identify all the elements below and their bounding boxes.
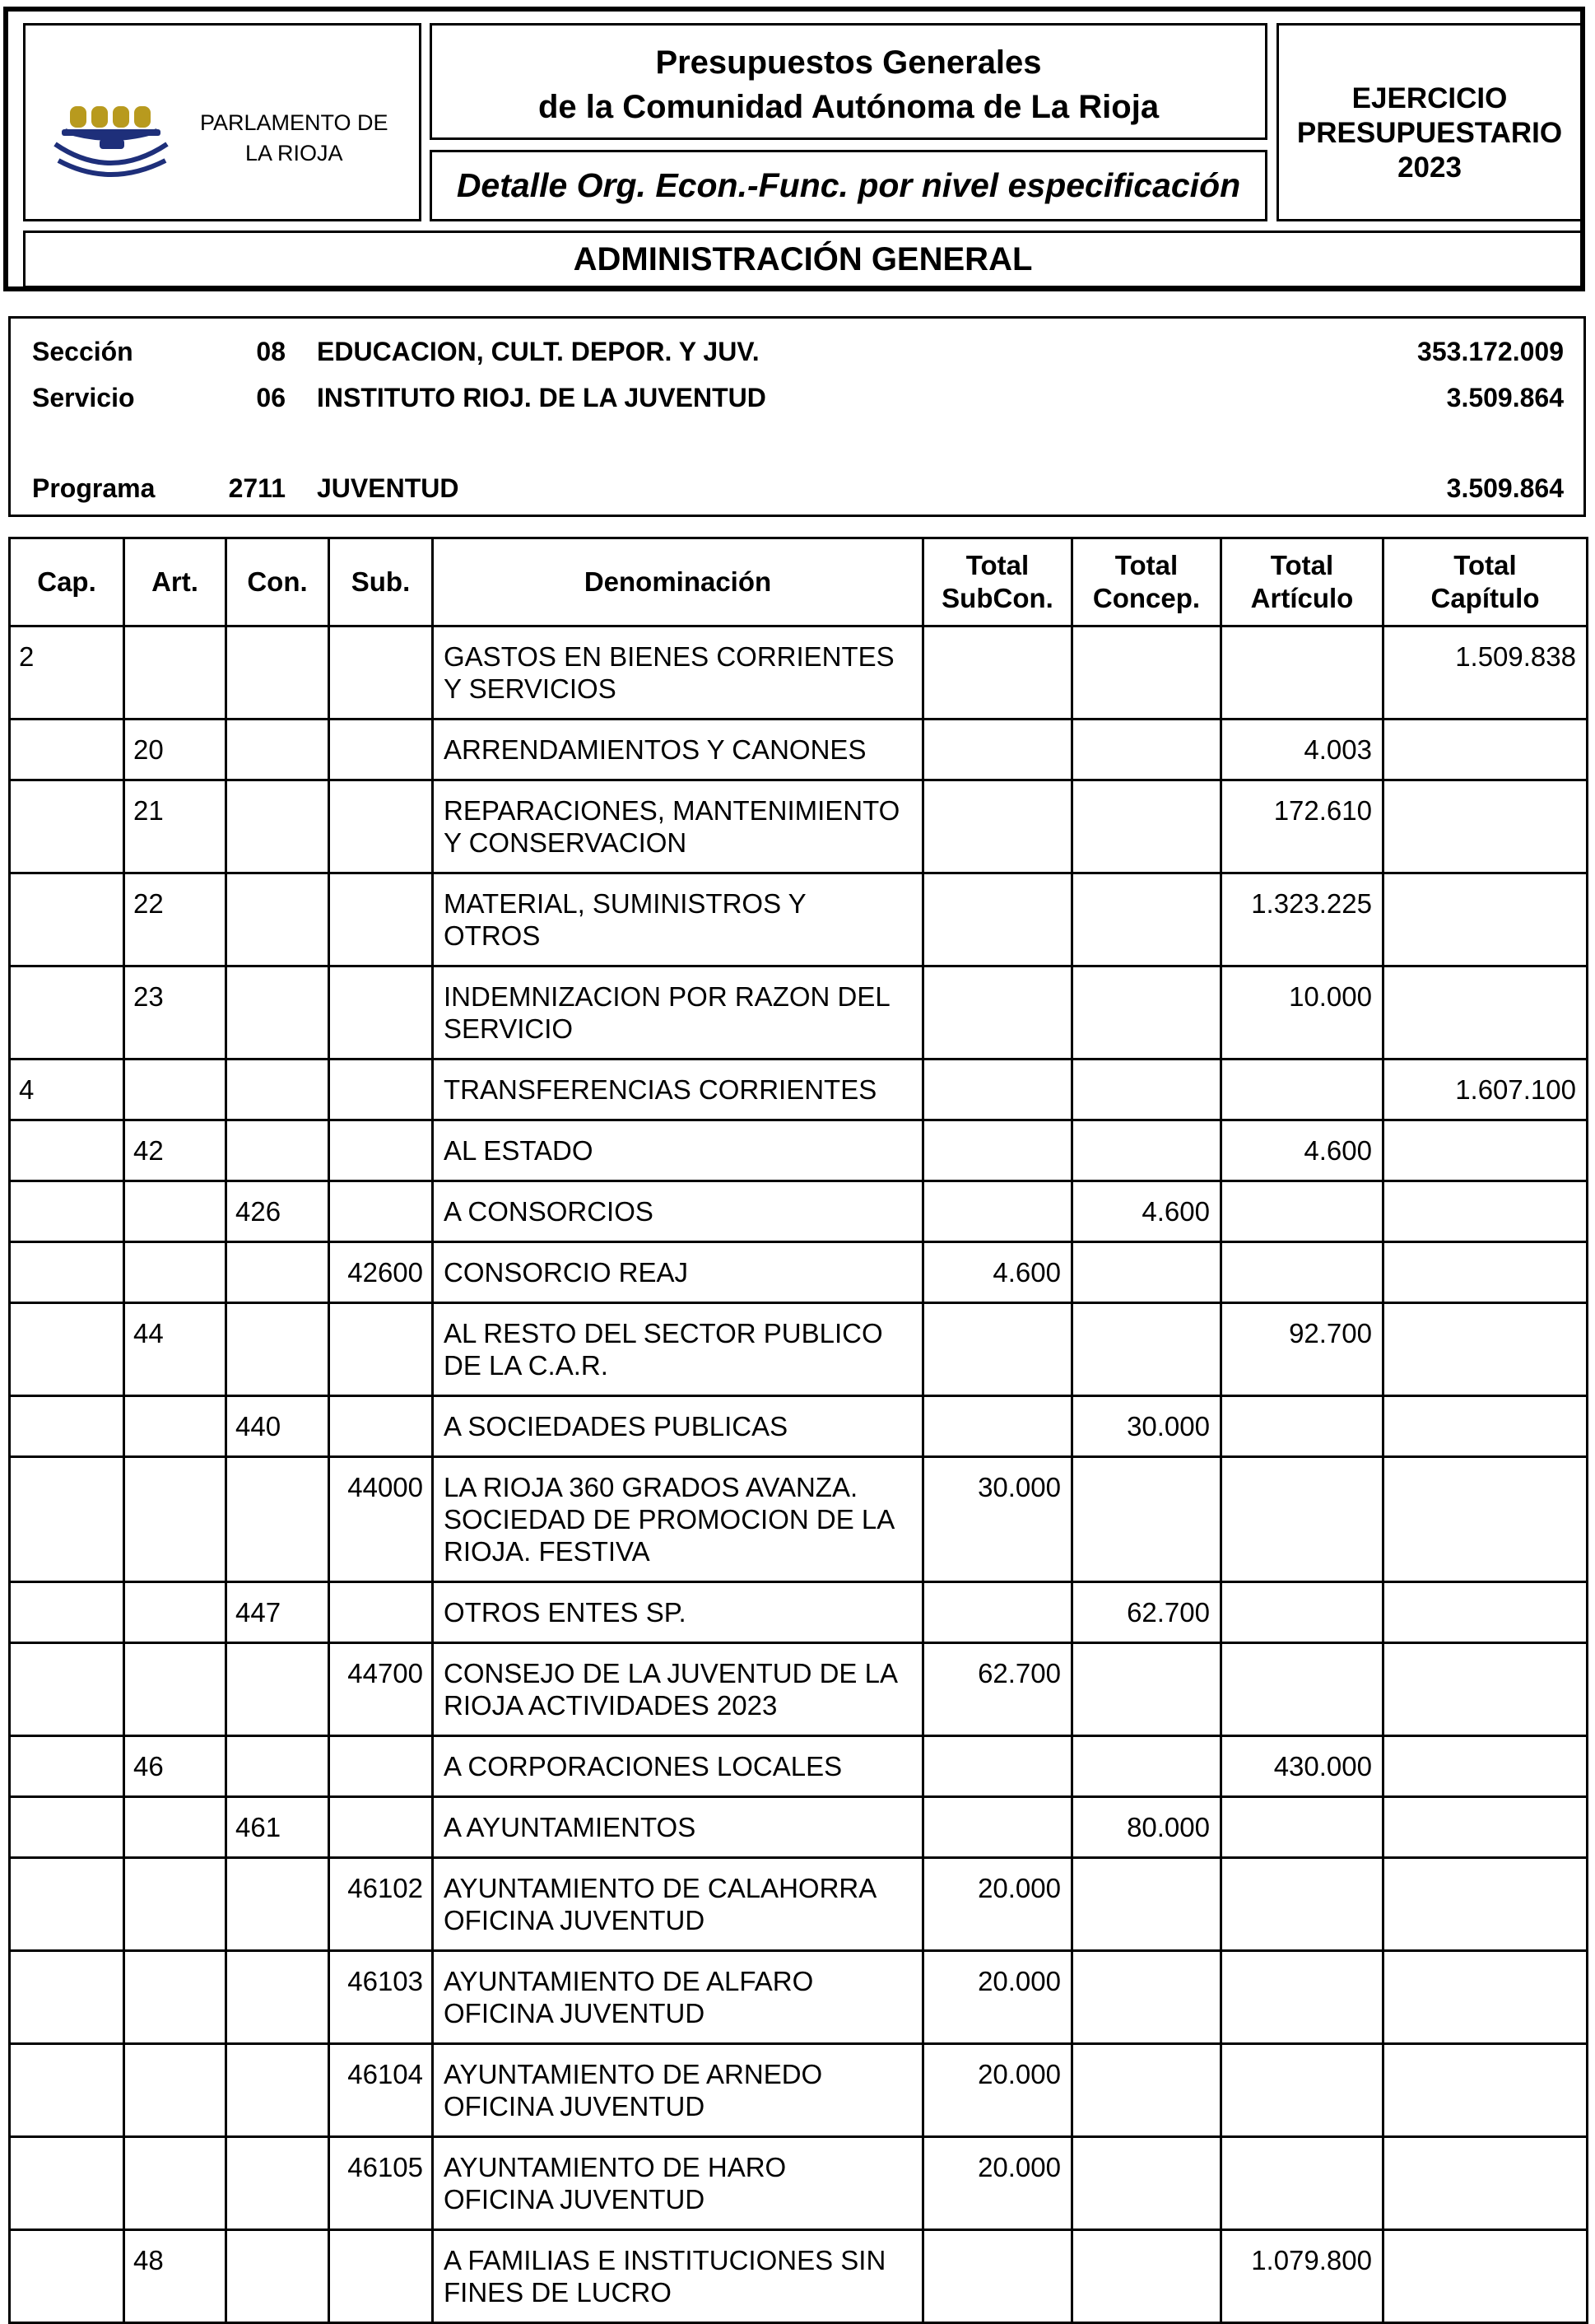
cell-con	[226, 1303, 329, 1396]
table-row	[10, 1858, 1588, 1951]
cell-con	[226, 1736, 329, 1797]
cell-total-capitulo	[1383, 2230, 1588, 2323]
denominacion-line: AYUNTAMIENTO DE CALAHORRA	[444, 1873, 877, 1903]
programa-name: JUVENTUD	[317, 473, 459, 503]
servicio-label: Servicio	[32, 383, 135, 412]
cell-total-articulo: 430.000	[1221, 1736, 1383, 1797]
cell-denominacion	[433, 1181, 923, 1242]
cell-total-capitulo	[1383, 780, 1588, 873]
cell-sub: 46105	[329, 2137, 433, 2230]
cell-art	[124, 1060, 226, 1120]
cell-art: 44	[124, 1303, 226, 1396]
cell-total-concep	[1072, 1303, 1221, 1396]
cell-total-articulo	[1221, 1643, 1383, 1736]
cell-denominacion	[433, 1396, 923, 1457]
cell-total-subcon	[923, 1797, 1072, 1858]
cell-sub	[329, 1582, 433, 1643]
cell-art	[124, 1643, 226, 1736]
cell-con	[226, 1060, 329, 1120]
cell-sub: 46102	[329, 1858, 433, 1951]
cell-denominacion	[433, 1120, 923, 1181]
col-header-total-capitulo-l2: Capítulo	[1430, 583, 1540, 613]
denominacion-line: DE LA C.A.R.	[444, 1350, 608, 1381]
cell-art: 21	[124, 780, 226, 873]
cell-total-subcon	[923, 720, 1072, 780]
cell-cap	[10, 1643, 124, 1736]
table-row	[10, 966, 1588, 1060]
cell-con	[226, 780, 329, 873]
cell-art	[124, 2044, 226, 2137]
budget-title-line2: de la Comunidad Autónoma de La Rioja	[537, 89, 1160, 125]
cell-cap	[10, 2044, 124, 2137]
cell-total-capitulo	[1383, 1396, 1588, 1457]
cell-cap	[10, 720, 124, 780]
cell-cap	[10, 1457, 124, 1582]
cell-total-articulo	[1221, 2044, 1383, 2137]
administration-box	[23, 231, 1583, 288]
cell-sub	[329, 873, 433, 966]
cell-total-concep	[1072, 1242, 1221, 1303]
cell-total-capitulo	[1383, 2137, 1588, 2230]
cell-sub	[329, 2230, 433, 2323]
denominacion-line: CONSORCIO REAJ	[444, 1257, 689, 1288]
table-row	[10, 2044, 1588, 2137]
table-body	[10, 626, 1588, 2323]
col-header-art: Art.	[124, 538, 226, 626]
cell-art: 46	[124, 1736, 226, 1797]
budget-title-box	[430, 23, 1267, 140]
cell-total-concep	[1072, 1060, 1221, 1120]
cell-total-articulo: 172.610	[1221, 780, 1383, 873]
denominacion-line: RIOJA. FESTIVA	[444, 1536, 650, 1567]
col-header-total-capitulo	[1383, 538, 1588, 626]
cell-cap	[10, 1582, 124, 1643]
cell-denominacion	[433, 873, 923, 966]
table-row	[10, 1060, 1588, 1120]
denominacion-line: FINES DE LUCRO	[444, 2277, 672, 2308]
cell-total-concep	[1072, 1120, 1221, 1181]
denominacion-line: A SOCIEDADES PUBLICAS	[444, 1411, 788, 1441]
cell-sub	[329, 720, 433, 780]
cell-total-concep	[1072, 1457, 1221, 1582]
col-header-total-concep-l2: Concep.	[1092, 583, 1201, 613]
cell-total-subcon: 20.000	[923, 2137, 1072, 2230]
denominacion-line: OTROS	[444, 920, 541, 951]
cell-sub	[329, 966, 433, 1060]
cell-total-concep	[1072, 1736, 1221, 1797]
table-row	[10, 780, 1588, 873]
cell-con	[226, 626, 329, 720]
cell-denominacion	[433, 1457, 923, 1582]
cell-total-capitulo	[1383, 873, 1588, 966]
cell-art	[124, 1951, 226, 2044]
cell-total-capitulo	[1383, 1736, 1588, 1797]
cell-total-subcon	[923, 1303, 1072, 1396]
cell-con	[226, 1457, 329, 1582]
denominacion-line: OFICINA JUVENTUD	[444, 1998, 705, 2028]
cell-total-subcon	[923, 1120, 1072, 1181]
fiscal-year-line2: PRESUPUESTARIO	[1296, 117, 1563, 149]
table-row	[10, 1582, 1588, 1643]
cell-art	[124, 626, 226, 720]
table-row	[10, 1951, 1588, 2044]
cell-total-concep	[1072, 2044, 1221, 2137]
cell-denominacion	[433, 2044, 923, 2137]
col-header-total-articulo-l1: Total	[1270, 550, 1334, 580]
cell-sub	[329, 1396, 433, 1457]
cell-total-articulo	[1221, 626, 1383, 720]
cell-art: 20	[124, 720, 226, 780]
cell-con	[226, 1242, 329, 1303]
seccion-amount: 353.172.009	[1417, 337, 1564, 366]
cell-cap: 2	[10, 626, 124, 720]
cell-total-capitulo	[1383, 1303, 1588, 1396]
cell-sub	[329, 780, 433, 873]
cell-sub: 44000	[329, 1457, 433, 1582]
denominacion-line: REPARACIONES, MANTENIMIENTO	[444, 795, 900, 826]
cell-sub	[329, 1303, 433, 1396]
table-header-row	[10, 538, 1588, 626]
programa-label: Programa	[32, 473, 156, 503]
table-row	[10, 1242, 1588, 1303]
cell-total-concep: 4.600	[1072, 1181, 1221, 1242]
cell-denominacion	[433, 1951, 923, 2044]
col-header-denominacion: Denominación	[433, 538, 923, 626]
cell-con	[226, 1858, 329, 1951]
col-header-total-articulo	[1221, 538, 1383, 626]
cell-denominacion	[433, 1797, 923, 1858]
cell-cap	[10, 2137, 124, 2230]
cell-denominacion	[433, 1736, 923, 1797]
cell-con	[226, 1951, 329, 2044]
servicio-code: 06	[256, 383, 286, 412]
denominacion-line: AL RESTO DEL SECTOR PUBLICO	[444, 1318, 883, 1348]
denominacion-line: AL ESTADO	[444, 1135, 593, 1166]
cell-total-concep: 62.700	[1072, 1582, 1221, 1643]
cell-cap	[10, 1951, 124, 2044]
cell-denominacion	[433, 1582, 923, 1643]
cell-cap	[10, 780, 124, 873]
cell-cap	[10, 1242, 124, 1303]
cell-total-articulo: 10.000	[1221, 966, 1383, 1060]
cell-denominacion	[433, 1303, 923, 1396]
denominacion-line: AYUNTAMIENTO DE ARNEDO	[444, 2059, 823, 2089]
denominacion-line: OFICINA JUVENTUD	[444, 2184, 705, 2215]
cell-con	[226, 1643, 329, 1736]
cell-total-concep	[1072, 780, 1221, 873]
cell-art	[124, 1582, 226, 1643]
cell-denominacion	[433, 1242, 923, 1303]
parlamento-logo-icon	[42, 90, 186, 180]
col-header-con: Con.	[226, 538, 329, 626]
seccion-row	[11, 337, 1583, 370]
cell-total-articulo	[1221, 1060, 1383, 1120]
denominacion-line: TRANSFERENCIAS CORRIENTES	[444, 1074, 877, 1105]
cell-sub	[329, 1181, 433, 1242]
cell-sub	[329, 1060, 433, 1120]
cell-total-articulo	[1221, 1582, 1383, 1643]
cell-con: 440	[226, 1396, 329, 1457]
cell-total-capitulo	[1383, 966, 1588, 1060]
cell-total-subcon	[923, 780, 1072, 873]
denominacion-line: A AYUNTAMIENTOS	[444, 1812, 696, 1842]
cell-cap	[10, 966, 124, 1060]
col-header-sub: Sub.	[329, 538, 433, 626]
denominacion-line: MATERIAL, SUMINISTROS Y	[444, 888, 807, 919]
denominacion-line: CONSEJO DE LA JUVENTUD DE LA	[444, 1658, 898, 1688]
cell-total-concep	[1072, 966, 1221, 1060]
col-header-total-subcon	[923, 538, 1072, 626]
table-row	[10, 1736, 1588, 1797]
cell-total-subcon	[923, 1582, 1072, 1643]
denominacion-line: SERVICIO	[444, 1013, 574, 1044]
cell-con	[226, 2230, 329, 2323]
cell-cap	[10, 1396, 124, 1457]
servicio-name: INSTITUTO RIOJ. DE LA JUVENTUD	[317, 383, 766, 412]
cell-total-articulo	[1221, 1457, 1383, 1582]
cell-art	[124, 1396, 226, 1457]
administration-title: ADMINISTRACIÓN GENERAL	[573, 241, 1033, 277]
cell-con	[226, 1120, 329, 1181]
col-header-cap: Cap.	[10, 538, 124, 626]
denominacion-line: LA RIOJA 360 GRADOS AVANZA.	[444, 1472, 858, 1502]
cell-sub	[329, 626, 433, 720]
cell-total-capitulo	[1383, 1120, 1588, 1181]
fiscal-year-value: 2023	[1397, 151, 1462, 184]
cell-art: 48	[124, 2230, 226, 2323]
cell-sub: 44700	[329, 1643, 433, 1736]
denominacion-line: OFICINA JUVENTUD	[444, 2091, 705, 2121]
denominacion-line: OFICINA JUVENTUD	[444, 1905, 705, 1935]
table-row	[10, 720, 1588, 780]
cell-total-capitulo	[1383, 1457, 1588, 1582]
cell-sub: 46104	[329, 2044, 433, 2137]
cell-total-subcon	[923, 873, 1072, 966]
cell-denominacion	[433, 626, 923, 720]
cell-total-articulo: 92.700	[1221, 1303, 1383, 1396]
col-header-total-concep	[1072, 538, 1221, 626]
cell-total-articulo	[1221, 1858, 1383, 1951]
cell-total-capitulo	[1383, 1858, 1588, 1951]
table-row	[10, 1457, 1588, 1582]
denominacion-line: Y CONSERVACION	[444, 827, 687, 858]
fiscal-year-line1: EJERCICIO	[1351, 82, 1508, 114]
cell-total-concep	[1072, 626, 1221, 720]
cell-total-articulo: 4.003	[1221, 720, 1383, 780]
cell-art	[124, 2137, 226, 2230]
cell-total-concep	[1072, 2137, 1221, 2230]
cell-total-subcon	[923, 1060, 1072, 1120]
cell-denominacion	[433, 2137, 923, 2230]
denominacion-line: ARRENDAMIENTOS Y CANONES	[444, 734, 867, 765]
cell-total-articulo	[1221, 1181, 1383, 1242]
cell-total-capitulo: 1.607.100	[1383, 1060, 1588, 1120]
cell-denominacion	[433, 966, 923, 1060]
cell-total-subcon: 20.000	[923, 1858, 1072, 1951]
seccion-code: 08	[256, 337, 286, 366]
cell-sub	[329, 1797, 433, 1858]
report-subtitle-box	[430, 150, 1267, 221]
denominacion-line: A CONSORCIOS	[444, 1196, 653, 1227]
cell-con: 461	[226, 1797, 329, 1858]
col-header-total-subcon-l2: SubCon.	[942, 583, 1053, 613]
seccion-label: Sección	[32, 337, 133, 366]
cell-con	[226, 2044, 329, 2137]
cell-denominacion	[433, 1858, 923, 1951]
col-header-total-subcon-l1: Total	[965, 550, 1030, 580]
cell-total-concep: 30.000	[1072, 1396, 1221, 1457]
report-subtitle: Detalle Org. Econ.-Func. por nivel especificación	[456, 166, 1241, 204]
denominacion-line: RIOJA ACTIVIDADES 2023	[444, 1690, 778, 1721]
seccion-name: EDUCACION, CULT. DEPOR. Y JUV.	[317, 337, 760, 366]
cell-total-capitulo	[1383, 1797, 1588, 1858]
cell-cap	[10, 873, 124, 966]
cell-total-articulo	[1221, 1797, 1383, 1858]
cell-total-articulo: 1.079.800	[1221, 2230, 1383, 2323]
cell-con	[226, 873, 329, 966]
budget-table	[8, 537, 1588, 2324]
cell-total-subcon	[923, 966, 1072, 1060]
table-row	[10, 1303, 1588, 1396]
cell-cap	[10, 1120, 124, 1181]
logo-text-line2: LA RIOJA	[245, 141, 343, 165]
cell-total-articulo	[1221, 1951, 1383, 2044]
cell-total-capitulo	[1383, 1951, 1588, 2044]
programa-code: 2711	[228, 473, 286, 503]
cell-total-concep	[1072, 1951, 1221, 2044]
cell-total-articulo	[1221, 1396, 1383, 1457]
cell-con: 426	[226, 1181, 329, 1242]
cell-total-subcon	[923, 1396, 1072, 1457]
servicio-amount: 3.509.864	[1446, 383, 1564, 412]
servicio-row	[11, 383, 1583, 416]
table-row	[10, 1396, 1588, 1457]
table-row	[10, 2137, 1588, 2230]
cell-total-capitulo	[1383, 1242, 1588, 1303]
programa-row	[11, 473, 1583, 506]
cell-total-subcon: 20.000	[923, 1951, 1072, 2044]
cell-cap	[10, 1181, 124, 1242]
cell-total-subcon	[923, 626, 1072, 720]
denominacion-line: A FAMILIAS E INSTITUCIONES SIN	[444, 2245, 886, 2275]
cell-total-concep	[1072, 2230, 1221, 2323]
cell-total-subcon	[923, 1181, 1072, 1242]
cell-cap	[10, 1858, 124, 1951]
denominacion-line: AYUNTAMIENTO DE ALFARO	[444, 1966, 814, 1996]
cell-cap	[10, 1736, 124, 1797]
cell-total-concep: 80.000	[1072, 1797, 1221, 1858]
cell-total-concep	[1072, 1858, 1221, 1951]
cell-total-capitulo: 1.509.838	[1383, 626, 1588, 720]
cell-denominacion	[433, 1643, 923, 1736]
cell-art	[124, 1457, 226, 1582]
cell-total-subcon	[923, 1736, 1072, 1797]
cell-denominacion	[433, 1060, 923, 1120]
cell-total-subcon	[923, 2230, 1072, 2323]
cell-sub: 46103	[329, 1951, 433, 2044]
budget-info-block	[8, 316, 1586, 517]
denominacion-line: INDEMNIZACION POR RAZON DEL	[444, 981, 891, 1012]
fiscal-year-box	[1276, 23, 1583, 221]
denominacion-line: Y SERVICIOS	[444, 673, 616, 704]
denominacion-line: A CORPORACIONES LOCALES	[444, 1751, 843, 1781]
cell-total-articulo	[1221, 1242, 1383, 1303]
cell-art	[124, 1797, 226, 1858]
cell-art	[124, 1858, 226, 1951]
cell-total-subcon: 62.700	[923, 1643, 1072, 1736]
cell-cap	[10, 1303, 124, 1396]
table-row	[10, 1181, 1588, 1242]
cell-art: 23	[124, 966, 226, 1060]
cell-art: 22	[124, 873, 226, 966]
cell-art: 42	[124, 1120, 226, 1181]
cell-total-concep	[1072, 720, 1221, 780]
logo-box	[23, 23, 421, 221]
cell-denominacion	[433, 780, 923, 873]
denominacion-line: OTROS ENTES SP.	[444, 1597, 686, 1628]
document-header	[3, 7, 1585, 291]
cell-total-capitulo	[1383, 1181, 1588, 1242]
cell-total-articulo: 1.323.225	[1221, 873, 1383, 966]
cell-cap: 4	[10, 1060, 124, 1120]
cell-total-capitulo	[1383, 720, 1588, 780]
cell-total-capitulo	[1383, 1643, 1588, 1736]
table-row	[10, 626, 1588, 720]
cell-con	[226, 966, 329, 1060]
logo-text-line1: PARLAMENTO DE	[200, 110, 388, 135]
table-row	[10, 1643, 1588, 1736]
cell-con	[226, 2137, 329, 2230]
table-row	[10, 1797, 1588, 1858]
cell-total-articulo: 4.600	[1221, 1120, 1383, 1181]
cell-art	[124, 1181, 226, 1242]
cell-total-capitulo	[1383, 1582, 1588, 1643]
cell-con: 447	[226, 1582, 329, 1643]
denominacion-line: GASTOS EN BIENES CORRIENTES	[444, 641, 895, 672]
table-row	[10, 873, 1588, 966]
cell-total-articulo	[1221, 2137, 1383, 2230]
cell-total-capitulo	[1383, 2044, 1588, 2137]
col-header-total-articulo-l2: Artículo	[1250, 583, 1354, 613]
denominacion-line: SOCIEDAD DE PROMOCION DE LA	[444, 1504, 895, 1535]
cell-con	[226, 720, 329, 780]
cell-art	[124, 1242, 226, 1303]
cell-sub	[329, 1120, 433, 1181]
budget-title-line1: Presupuestos Generales	[655, 44, 1042, 81]
cell-total-subcon: 30.000	[923, 1457, 1072, 1582]
cell-total-subcon: 4.600	[923, 1242, 1072, 1303]
table-row	[10, 2230, 1588, 2323]
cell-sub: 42600	[329, 1242, 433, 1303]
cell-total-concep	[1072, 873, 1221, 966]
col-header-total-capitulo-l1: Total	[1453, 550, 1517, 580]
col-header-total-concep-l1: Total	[1114, 550, 1179, 580]
cell-total-subcon: 20.000	[923, 2044, 1072, 2137]
cell-total-concep	[1072, 1643, 1221, 1736]
cell-cap	[10, 1797, 124, 1858]
table-row	[10, 1120, 1588, 1181]
logo-text	[200, 108, 388, 169]
programa-amount: 3.509.864	[1446, 473, 1564, 503]
denominacion-line: AYUNTAMIENTO DE HARO	[444, 2152, 787, 2182]
cell-sub	[329, 1736, 433, 1797]
cell-denominacion	[433, 720, 923, 780]
cell-cap	[10, 2230, 124, 2323]
cell-denominacion	[433, 2230, 923, 2323]
